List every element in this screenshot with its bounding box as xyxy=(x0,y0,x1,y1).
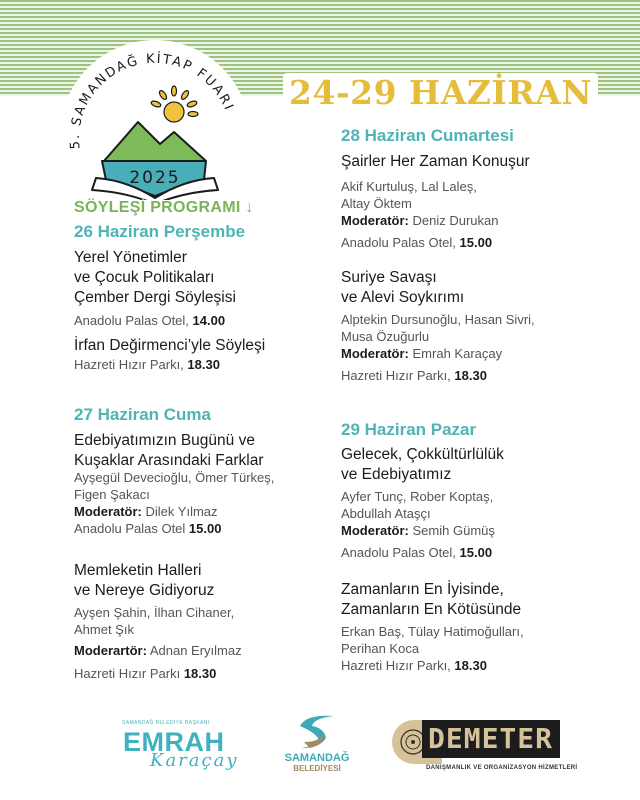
event-dates: 24-29 HAZİRAN xyxy=(283,73,598,112)
event-title: Şairler Her Zaman Konuşur xyxy=(341,153,530,170)
event-title: Edebiyatımızın Bugünü ve Kuşaklar Arasındaki Farklar xyxy=(74,432,264,469)
event-title: Suriye Savaşı ve Alevi Soykırımı xyxy=(341,269,465,306)
samandag-s-logo-icon xyxy=(296,712,340,752)
day-heading-29: 29 Haziran Pazar xyxy=(341,420,477,439)
samandag-logo-name: SAMANDAĞ xyxy=(284,752,350,764)
day-heading-26: 26 Haziran Perşembe xyxy=(74,222,246,241)
day-heading-28: 28 Haziran Cumartesi xyxy=(341,126,514,145)
event-title: Zamanların En İyisinde, Zamanların En Kötüsünde xyxy=(341,581,522,618)
svg-text:5. SAMANDAĞ KİTAP FUARI: 5. SAMANDAĞ KİTAP FUARI xyxy=(67,51,237,150)
event-details: Ayşegül Devecioğlu, Ömer Türkeş, Figen Şakacı Moderatör: Dilek Yılmaz Anadolu Palas Otel 15.00 xyxy=(74,470,275,536)
demeter-logo-name: DEMETER xyxy=(428,722,554,755)
day-heading-27: 27 Haziran Cuma xyxy=(74,405,211,424)
event-title: Yerel Yönetimler ve Çocuk Politikaları Çember Dergi Söyleşisi xyxy=(74,249,236,306)
event-details: Erkan Baş, Tülay Hatimoğulları, Perihan Koca Hazreti Hızır Parkı, 18.30 xyxy=(341,624,524,673)
event-venue-time: Hazreti Hızır Parkı, 18.30 xyxy=(74,357,220,372)
event-venue-time: Hazreti Hızır Parkı 18.30 xyxy=(74,666,217,681)
event-title: Gelecek, Çokkültürlülük ve Edebiyatımız xyxy=(341,446,504,483)
book-fair-logo xyxy=(60,40,250,200)
mayor-title: SAMANDAĞ BELEDİYE BAŞKANI xyxy=(122,720,210,726)
demeter-logo-sub: DANIŞMANLIK VE ORGANİZASYON HİZMETLERİ xyxy=(426,765,578,771)
event-moderator: Moderartör: Adnan Eryılmaz xyxy=(74,643,242,658)
event-venue-time: Anadolu Palas Otel, 15.00 xyxy=(341,235,493,250)
event-venue-time: Anadolu Palas Otel, 15.00 xyxy=(341,545,493,560)
mayor-logo-surname: Karaçay xyxy=(150,750,239,771)
logo-year: 2025 xyxy=(129,168,181,188)
event-venue-time: Hazreti Hızır Parkı, 18.30 xyxy=(341,368,487,383)
event-title: Memleketin Halleri ve Nereye Gidiyoruz xyxy=(74,562,215,599)
event-venue-time: Anadolu Palas Otel, 14.00 xyxy=(74,313,226,328)
event-speakers: Ayşen Şahin, İlhan Cihaner, Ahmet Şık xyxy=(74,605,235,637)
mayor-logo-name: EMRAH xyxy=(123,727,225,757)
event-details: Ayfer Tunç, Rober Koptaş, Abdullah Ataşçı Moderatör: Semih Gümüş xyxy=(341,489,495,538)
event-details: Akif Kurtuluş, Lal Laleş, Altay Öktem Moderatör: Deniz Durukan xyxy=(341,179,499,228)
samandag-logo-sub: BELEDİYESİ xyxy=(293,764,341,773)
event-title: İrfan Değirmenci’yle Söyleşi xyxy=(74,337,266,354)
event-details: Alptekin Dursunoğlu, Hasan Sivri, Musa Özuğurlu Moderatör: Emrah Karaçay xyxy=(341,312,535,361)
program-title: SÖYLEŞİ PROGRAMI ↓ xyxy=(74,199,254,216)
